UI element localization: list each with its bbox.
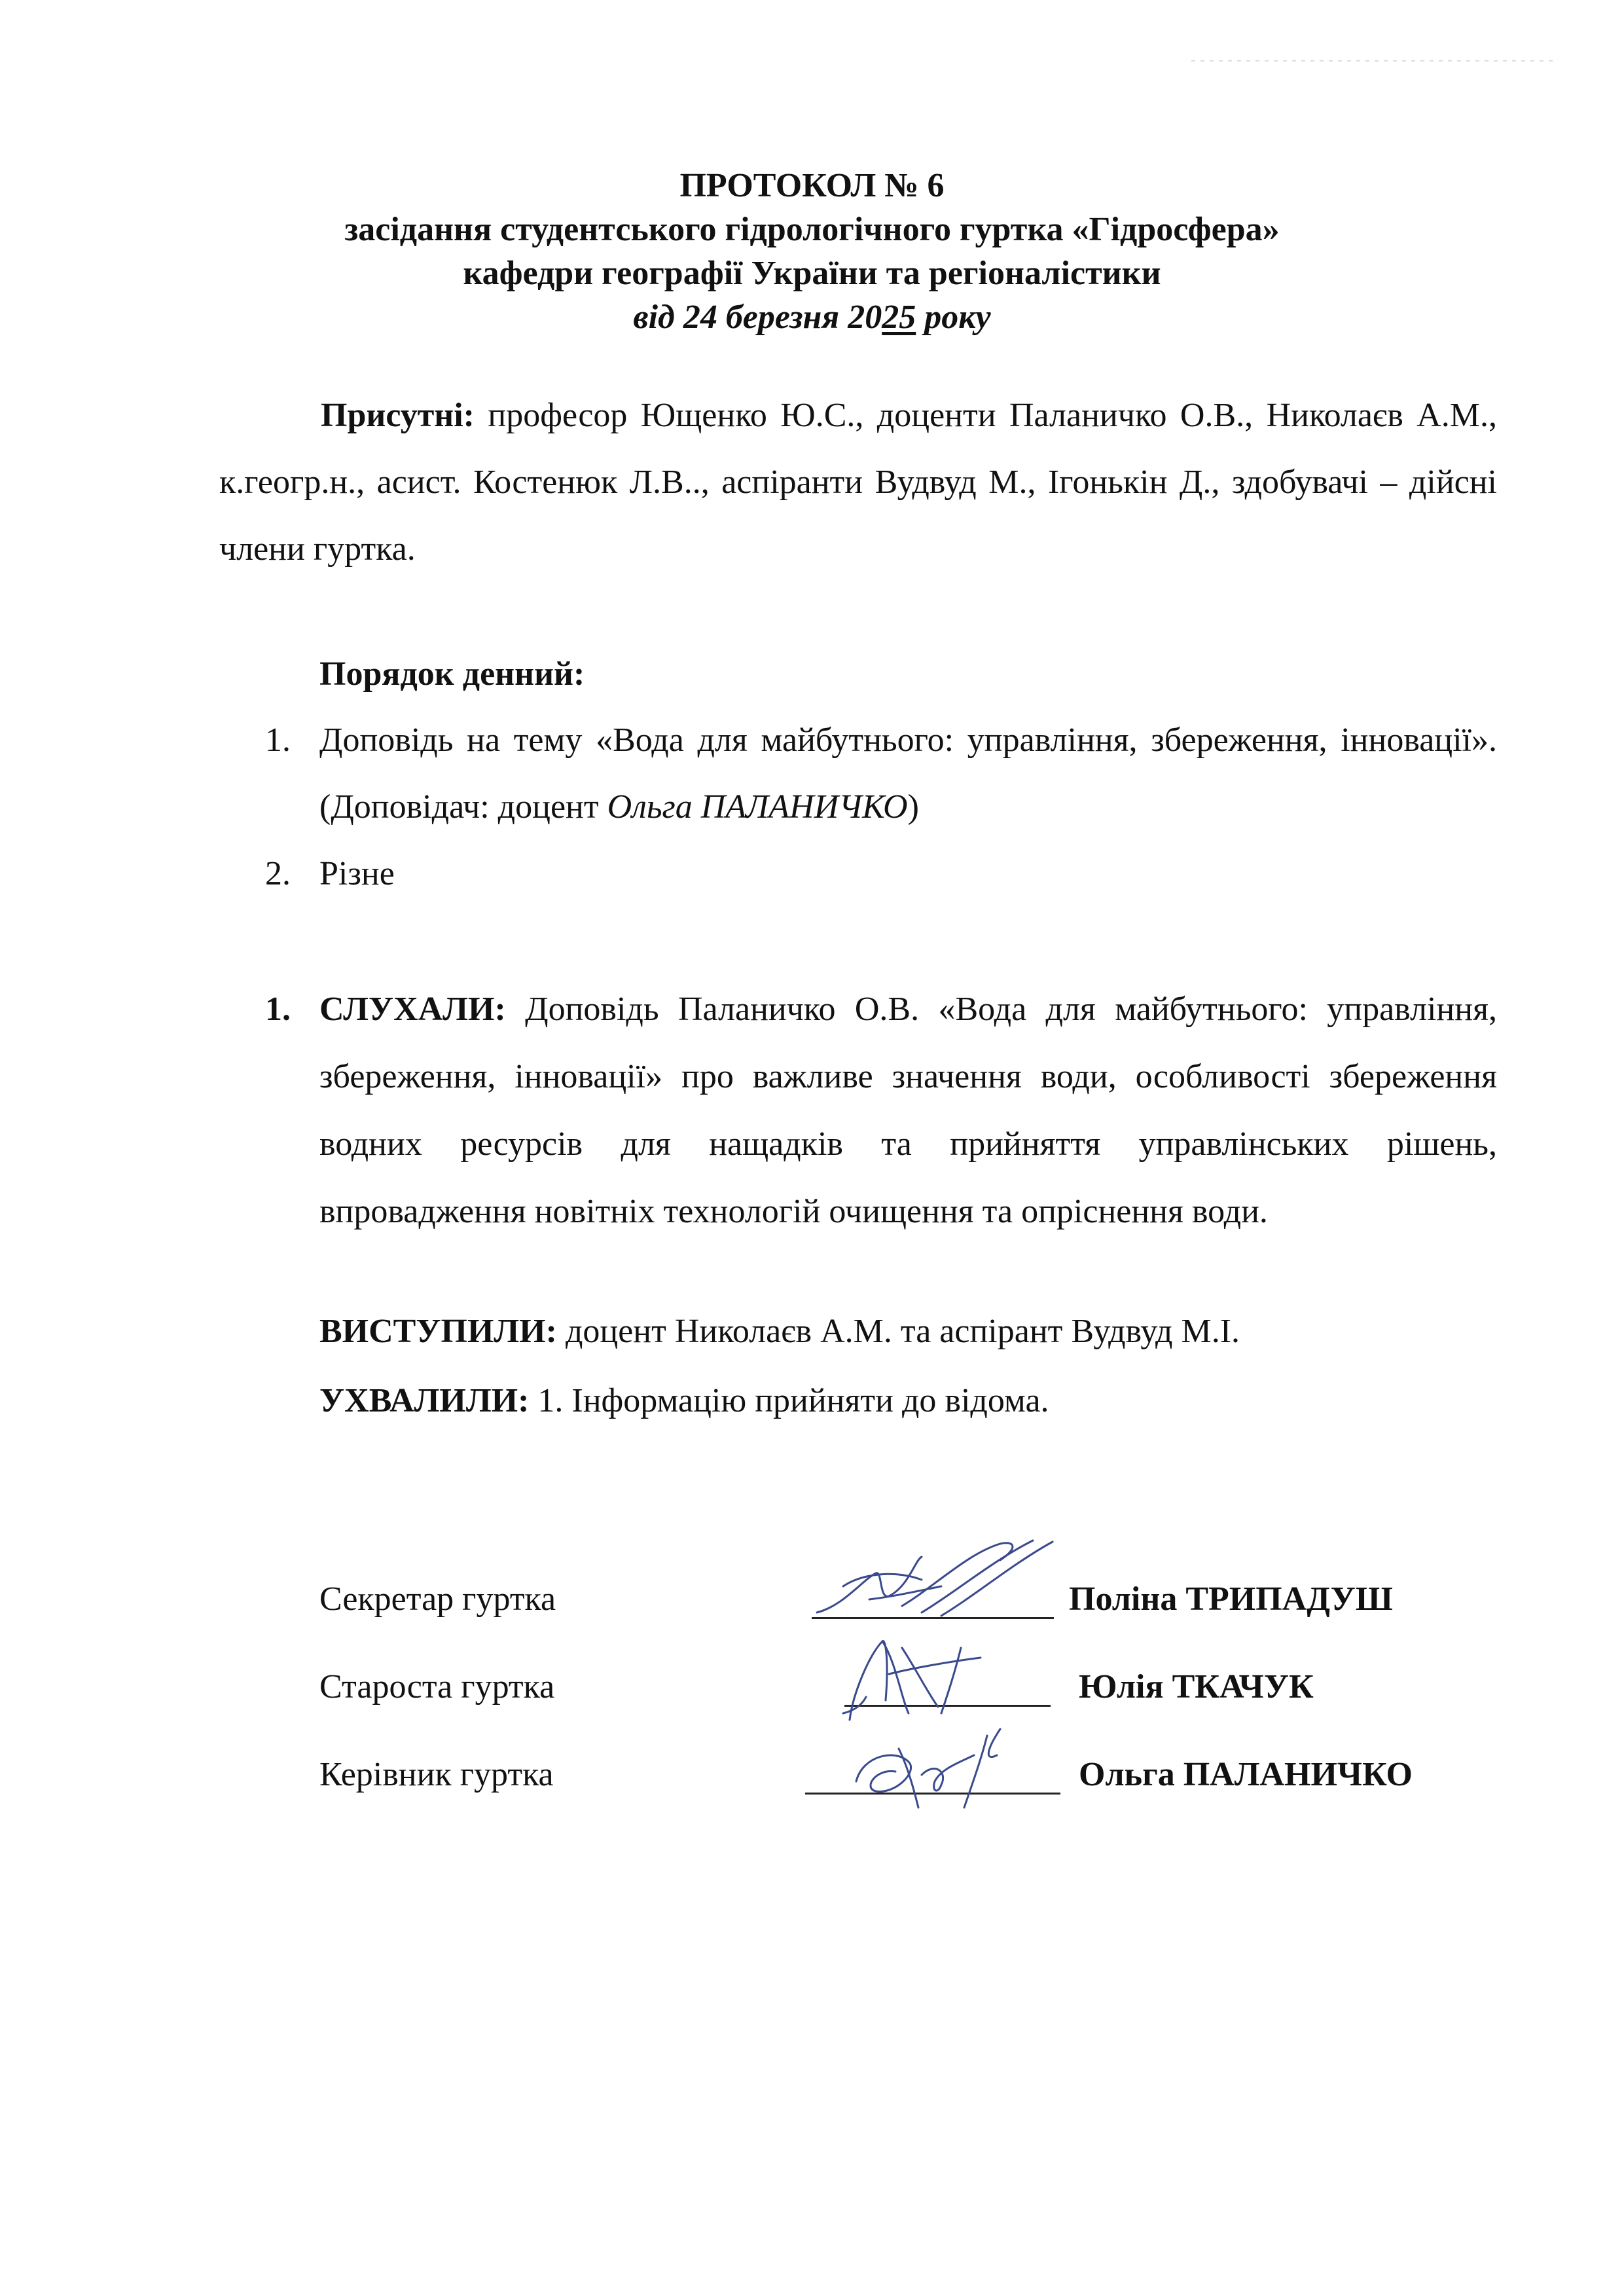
attendees-label: Присутні: — [321, 397, 475, 434]
handwritten-signature — [837, 1709, 1072, 1814]
spoke-text: доцент Николаєв А.М. та аспірант Вудвуд М.І. — [556, 1313, 1240, 1350]
decision-section — [265, 975, 1497, 1245]
agenda-item-text: Різне — [319, 855, 395, 892]
meeting-date — [0, 295, 1624, 339]
meeting-line: засідання студентського гідрологічного гуртка «Гідросфера» — [344, 211, 1280, 248]
spoke-line — [319, 1305, 1240, 1358]
signatory-name: Ольга ПАЛАНИЧКО — [1079, 1756, 1413, 1793]
heard-text: Доповідь Паланичко О.В. «Вода для майбутнього: управління, збереження, інновації» про важливе значення води, особливості збереження водних ресурсів для нащадків та прийняття управлінських рішень, впровадження новітніх технологій очищення та опріснення води. — [319, 991, 1497, 1230]
heard-paragraph — [319, 975, 1497, 1245]
resolved-label: УХВАЛИЛИ: — [319, 1382, 530, 1419]
agenda-list — [265, 707, 1497, 907]
date-year-underlined: 25 — [882, 299, 916, 336]
agenda-title: Порядок денний: — [319, 655, 585, 693]
signature-role: Секретар гуртка — [319, 1580, 556, 1618]
handwritten-signature — [804, 1534, 1079, 1632]
signature-row-headman — [319, 1658, 1498, 1717]
heard-label: СЛУХАЛИ: — [319, 991, 506, 1028]
scan-edge-artifact — [1191, 60, 1558, 62]
protocol-header — [0, 164, 1624, 339]
signature-role: Керівник гуртка — [319, 1756, 554, 1793]
agenda-item-close: ) — [907, 788, 919, 826]
attendees-text: професор Ющенко Ю.С., доценти Паланичко О.В., Николаєв А.М., к.геогр.н., асист. Костенюк Л.В.., аспіранти Вудвуд М., Ігонькін Д., здобувачі – дійсні члени гуртка. — [219, 397, 1497, 568]
attendees-paragraph — [219, 382, 1497, 583]
agenda-item — [265, 707, 1497, 841]
date-prefix: від 24 березня 20 — [633, 299, 882, 336]
agenda-item-number: 2. — [265, 855, 291, 892]
agenda-item-number: 1. — [265, 721, 291, 759]
signature-role: Староста гуртка — [319, 1668, 555, 1705]
agenda-item-text — [319, 707, 1497, 841]
date-suffix: року — [916, 299, 991, 336]
signatory-name: Юлія ТКАЧУК — [1079, 1668, 1314, 1705]
heard-item — [265, 975, 1497, 1245]
signatory-name: Поліна ТРИПАДУШ — [1069, 1580, 1393, 1618]
spoke-label: ВИСТУПИЛИ: — [319, 1313, 557, 1350]
agenda-item-text-body: Доповідь на тему «Вода для майбутнього: управління, збереження, інновації». (Доповідач: доцент — [319, 721, 1497, 826]
decision-number: 1. — [265, 991, 291, 1028]
protocol-title: ПРОТОКОЛ № 6 — [679, 167, 945, 204]
resolved-line — [319, 1375, 1049, 1427]
resolved-text: 1. Інформацію прийняти до відома. — [529, 1382, 1049, 1419]
department-line: кафедри географії України та регіоналістики — [463, 255, 1161, 292]
signature-row-secretary — [319, 1570, 1498, 1629]
signature-row-supervisor — [319, 1745, 1498, 1804]
agenda-item — [265, 841, 1497, 907]
agenda-speaker: Ольга ПАЛАНИЧКО — [607, 788, 908, 826]
